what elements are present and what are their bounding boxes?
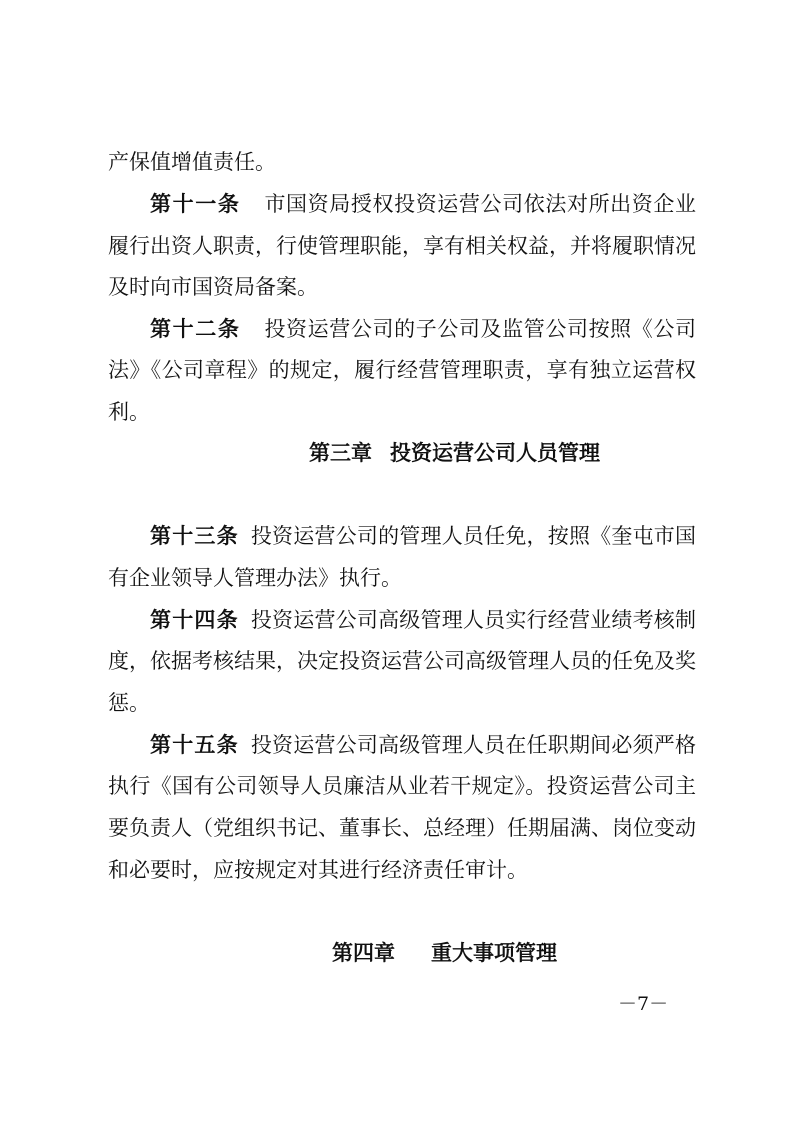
chapter-number: 第四章 bbox=[332, 940, 395, 965]
body-text: 惩。 bbox=[108, 691, 150, 715]
article-11-line-3 bbox=[108, 272, 696, 302]
page-number: －7－ bbox=[618, 993, 669, 1015]
chapter-title: 投资运营公司人员管理 bbox=[390, 440, 600, 465]
body-text: 执行《国有公司领导人员廉洁从业若干规定》。投资运营公司主 bbox=[108, 774, 696, 798]
article-11-line-2 bbox=[108, 231, 696, 261]
article-13-line-2 bbox=[108, 563, 696, 593]
body-text: 度，依据考核结果，决定投资运营公司高级管理人员的任免及奖 bbox=[108, 649, 696, 673]
article-12-line-1 bbox=[150, 314, 696, 344]
article-14-heading: 第十四条 bbox=[150, 607, 239, 632]
body-text: 投资运营公司的管理人员任免，按照《奎屯市国 bbox=[250, 524, 697, 548]
article-11-line-1 bbox=[150, 189, 696, 219]
body-text: 履行出资人职责，行使管理职能，享有相关权益，并将履职情况 bbox=[108, 234, 696, 258]
body-text: 利。 bbox=[108, 400, 150, 424]
article-14-line-3 bbox=[108, 688, 696, 718]
article-14-line-1 bbox=[150, 605, 696, 635]
chapter-3-heading bbox=[58, 438, 793, 468]
body-text: 要负责人（党组织书记、董事长、总经理）任期届满、岗位变动 bbox=[108, 816, 696, 840]
article-13-heading: 第十三条 bbox=[150, 523, 239, 548]
chapter-4-heading bbox=[48, 938, 793, 968]
article-15-line-2 bbox=[108, 771, 696, 801]
article-15-line-1 bbox=[150, 730, 696, 760]
body-text: 产保值增值责任。 bbox=[108, 150, 276, 174]
body-text: 法》《公司章程》的规定，履行经营管理职责，享有独立运营权 bbox=[108, 358, 696, 382]
body-text: 有企业领导人管理办法》执行。 bbox=[108, 566, 402, 590]
article-12-line-2 bbox=[108, 355, 696, 385]
body-text: 和必要时，应按规定对其进行经济责任审计。 bbox=[108, 858, 528, 882]
body-text: 市国资局授权投资运营公司依法对所出资企业 bbox=[264, 192, 697, 216]
article-12-heading: 第十二条 bbox=[150, 316, 241, 341]
paragraph-continuation-line bbox=[108, 147, 696, 177]
chapter-title: 重大事项管理 bbox=[431, 940, 557, 965]
article-12-line-3 bbox=[108, 397, 696, 427]
article-14-line-2 bbox=[108, 646, 696, 676]
article-15-line-4 bbox=[108, 855, 696, 885]
body-text: 投资运营公司的子公司及监管公司按照《公司 bbox=[264, 317, 697, 341]
article-13-line-1 bbox=[150, 521, 696, 551]
body-text: 投资运营公司高级管理人员实行经营业绩考核制 bbox=[250, 608, 697, 632]
body-text: 及时向市国资局备案。 bbox=[108, 275, 318, 299]
article-15-line-3 bbox=[108, 813, 696, 843]
article-11-heading: 第十一条 bbox=[150, 191, 241, 216]
body-text: 投资运营公司高级管理人员在任职期间必须严格 bbox=[250, 733, 697, 757]
chapter-number: 第三章 bbox=[309, 440, 372, 465]
article-15-heading: 第十五条 bbox=[150, 732, 239, 757]
